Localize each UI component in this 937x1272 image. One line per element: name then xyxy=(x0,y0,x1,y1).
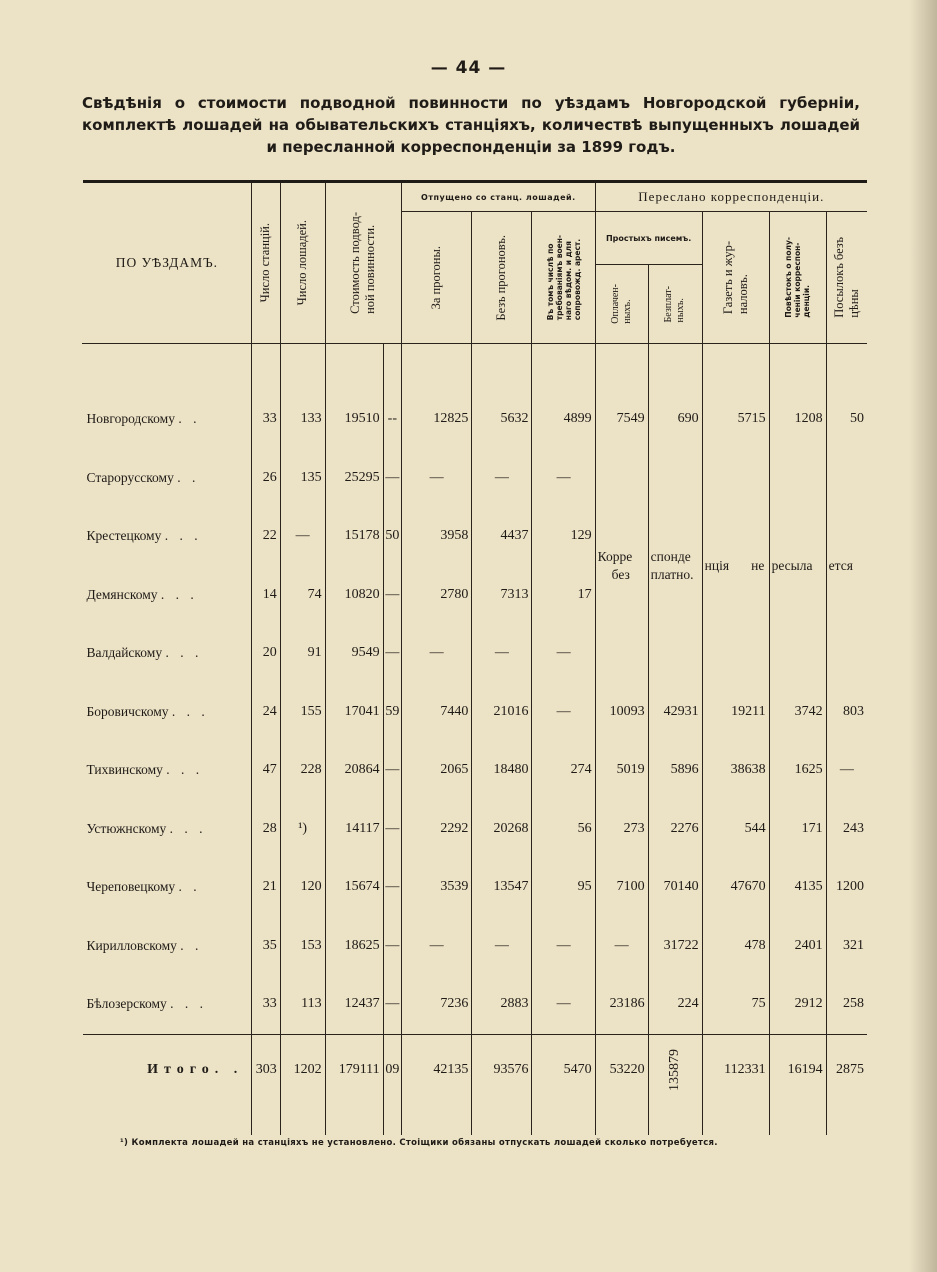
cell-kop: — xyxy=(383,741,401,800)
total-row xyxy=(83,1034,868,1105)
cell-horses: ¹) xyxy=(280,800,325,859)
district-name: Новгородскому . . xyxy=(86,411,201,427)
total-free: 135879 xyxy=(648,1034,702,1105)
cell-kop: 50 xyxy=(383,507,401,566)
cell-runs: 7236 xyxy=(402,975,472,1034)
cell-free: 70140 xyxy=(648,858,702,917)
cell-horses: 135 xyxy=(280,449,325,508)
cell-military: 4899 xyxy=(532,390,595,449)
total-military: 5470 xyxy=(532,1034,595,1105)
cell-runs: 3539 xyxy=(402,858,472,917)
cell-runs: 2065 xyxy=(402,741,472,800)
table-row xyxy=(83,390,868,449)
cell-military: 17 xyxy=(532,566,595,625)
district-name: Валдайскому . . . xyxy=(86,645,203,661)
cell-kop: — xyxy=(383,449,401,508)
district-name: Крестецкому . . . xyxy=(86,528,202,544)
cell-free: 5896 xyxy=(648,741,702,800)
district-name: Череповецкому . . xyxy=(86,879,201,895)
header-district: ПО УѢЗДАМЪ. xyxy=(83,182,252,344)
cell-noruns: 21016 xyxy=(472,683,532,742)
header-parcels: Посылокъ безъ цѣны xyxy=(826,212,867,344)
cell-noruns: 18480 xyxy=(472,741,532,800)
district-name: Тихвинскому . . . xyxy=(86,762,204,778)
table-row xyxy=(83,975,868,1034)
district-name: Кирилловскому . . xyxy=(86,937,203,953)
header-for-runs: За прогоны. xyxy=(402,212,472,344)
merged-note-notices: ресыла xyxy=(769,507,826,624)
cell-kop: — xyxy=(383,858,401,917)
cell-parcels: 50 xyxy=(826,390,867,449)
cell-noruns: 2883 xyxy=(472,975,532,1034)
header-horses: Число лошадей. xyxy=(280,182,325,344)
merged-note-cell xyxy=(769,449,826,508)
cell-stations: 21 xyxy=(252,858,281,917)
total-paid: 53220 xyxy=(595,1034,648,1105)
statistics-table-wrapper xyxy=(82,180,867,1135)
footnote: ¹) Комплекта лошадей на станціяхъ не установлено. Стоіщики обязаны отпускать лошадей сколько потребуется. xyxy=(120,1138,718,1148)
header-cost: Стоимость подвод- ной повинности. xyxy=(325,182,401,344)
merged-note-cell xyxy=(595,449,648,508)
cell-horses: 120 xyxy=(280,858,325,917)
cell-paid: 7549 xyxy=(595,390,648,449)
cell-cost: 12437 xyxy=(325,975,383,1034)
cell-notices: 2912 xyxy=(769,975,826,1034)
cell-stations: 33 xyxy=(252,390,281,449)
merged-note-free: спонде платно. xyxy=(648,507,702,624)
cell-stations: 14 xyxy=(252,566,281,625)
merged-note-cell xyxy=(826,449,867,508)
merged-note-cell xyxy=(595,624,648,683)
total-horses: 1202 xyxy=(280,1034,325,1105)
cell-paid: 10093 xyxy=(595,683,648,742)
cell-military: 274 xyxy=(532,741,595,800)
cell-military: — xyxy=(532,975,595,1034)
cell-notices: 4135 xyxy=(769,858,826,917)
cell-paid: — xyxy=(595,917,648,976)
table-row xyxy=(83,917,868,976)
header-paid: Оплачен- ныхъ. xyxy=(595,265,648,344)
total-notices: 16194 xyxy=(769,1034,826,1105)
cell-stations: 33 xyxy=(252,975,281,1034)
spacer-row xyxy=(83,344,868,390)
tail-row xyxy=(83,1105,868,1135)
cell-kop: -- xyxy=(383,390,401,449)
cell-stations: 20 xyxy=(252,624,281,683)
cell-military: — xyxy=(532,449,595,508)
cell-noruns: — xyxy=(472,449,532,508)
cell-stations: 22 xyxy=(252,507,281,566)
cell-newspapers: 38638 xyxy=(702,741,769,800)
merged-note-cell xyxy=(826,624,867,683)
cell-free: 2276 xyxy=(648,800,702,859)
table-row xyxy=(83,624,868,683)
cell-horses: — xyxy=(280,507,325,566)
cell-free: 690 xyxy=(648,390,702,449)
cell-noruns: 5632 xyxy=(472,390,532,449)
district-name: Устюжнскому . . . xyxy=(86,820,207,836)
cell-notices: 1625 xyxy=(769,741,826,800)
cell-noruns: — xyxy=(472,624,532,683)
cell-runs: — xyxy=(402,917,472,976)
total-cost: 179111 xyxy=(325,1034,383,1105)
cell-runs: 12825 xyxy=(402,390,472,449)
page-number: — 44 — xyxy=(430,58,507,78)
merged-note-cell xyxy=(648,449,702,508)
cell-noruns: — xyxy=(472,917,532,976)
cell-military: — xyxy=(532,683,595,742)
cell-military: 56 xyxy=(532,800,595,859)
cell-cost: 10820 xyxy=(325,566,383,625)
cell-horses: 155 xyxy=(280,683,325,742)
cell-noruns: 13547 xyxy=(472,858,532,917)
header-notices: Повѣстокъ о полу- ченіи корреспон- денціи. xyxy=(769,212,826,344)
total-noruns: 93576 xyxy=(472,1034,532,1105)
cell-military: 129 xyxy=(532,507,595,566)
district-name: Бѣлозерскому . . . xyxy=(86,996,208,1012)
cell-noruns: 20268 xyxy=(472,800,532,859)
cell-military: — xyxy=(532,917,595,976)
cell-parcels: 243 xyxy=(826,800,867,859)
cell-runs: 7440 xyxy=(402,683,472,742)
cell-parcels: 803 xyxy=(826,683,867,742)
cell-kop: — xyxy=(383,917,401,976)
merged-note-cell xyxy=(648,624,702,683)
cell-noruns: 4437 xyxy=(472,507,532,566)
total-runs: 42135 xyxy=(402,1034,472,1105)
merged-note-paid: Корре без xyxy=(595,507,648,624)
statistics-table xyxy=(82,180,867,1135)
cell-stations: 28 xyxy=(252,800,281,859)
merged-note-cell xyxy=(769,624,826,683)
cell-newspapers: 478 xyxy=(702,917,769,976)
cell-noruns: 7313 xyxy=(472,566,532,625)
cell-stations: 24 xyxy=(252,683,281,742)
cell-cost: 18625 xyxy=(325,917,383,976)
cell-kop: 59 xyxy=(383,683,401,742)
cell-runs: 2292 xyxy=(402,800,472,859)
cell-free: 31722 xyxy=(648,917,702,976)
cell-paid: 5019 xyxy=(595,741,648,800)
cell-horses: 153 xyxy=(280,917,325,976)
cell-kop: — xyxy=(383,800,401,859)
header-free: Безплат- ныхъ. xyxy=(648,265,702,344)
total-stations: 303 xyxy=(252,1034,281,1105)
cell-horses: 91 xyxy=(280,624,325,683)
cell-horses: 228 xyxy=(280,741,325,800)
cell-military: — xyxy=(532,624,595,683)
cell-paid: 7100 xyxy=(595,858,648,917)
district-name: Демянскому . . . xyxy=(86,586,198,602)
cell-notices: 3742 xyxy=(769,683,826,742)
cell-horses: 133 xyxy=(280,390,325,449)
cell-notices: 2401 xyxy=(769,917,826,976)
cell-runs: 2780 xyxy=(402,566,472,625)
total-kop: 09 xyxy=(383,1034,401,1105)
header-without-runs: Безъ прогоновъ. xyxy=(472,212,532,344)
cell-paid: 273 xyxy=(595,800,648,859)
header-released-group: Отпущено со станц. лошадей. xyxy=(402,182,596,212)
total-label: Итого. . xyxy=(83,1034,252,1105)
cell-cost: 17041 xyxy=(325,683,383,742)
table-title: Свѣдѣнія о стоимости подводной повинности по уѣздамъ Новгородской губерніи, комплектѣ лошадей на обывательскихъ станціяхъ, количествѣ выпущенныхъ лошадей и пересланной корреспонденціи за 1899 годъ. xyxy=(82,94,860,156)
cell-cost: 15178 xyxy=(325,507,383,566)
cell-cost: 15674 xyxy=(325,858,383,917)
cell-runs: — xyxy=(402,449,472,508)
cell-kop: — xyxy=(383,624,401,683)
merged-note-newspapers: нція не xyxy=(702,507,769,624)
cell-runs: 3958 xyxy=(402,507,472,566)
cell-newspapers: 544 xyxy=(702,800,769,859)
cell-parcels: 1200 xyxy=(826,858,867,917)
cell-parcels: 321 xyxy=(826,917,867,976)
header-correspondence-group: Переслано корреспонденціи. xyxy=(595,182,867,212)
page-edge-shadow xyxy=(909,0,937,1272)
cell-parcels: — xyxy=(826,741,867,800)
cell-newspapers: 5715 xyxy=(702,390,769,449)
cell-parcels: 258 xyxy=(826,975,867,1034)
cell-newspapers: 19211 xyxy=(702,683,769,742)
cell-military: 95 xyxy=(532,858,595,917)
header-simple-letters: Простыхъ писемъ. xyxy=(595,212,702,265)
cell-free: 224 xyxy=(648,975,702,1034)
merged-note-parcels: ется xyxy=(826,507,867,624)
total-newspapers: 112331 xyxy=(702,1034,769,1105)
cell-stations: 47 xyxy=(252,741,281,800)
table-row xyxy=(83,449,868,508)
table-row xyxy=(83,507,868,566)
cell-newspapers: 47670 xyxy=(702,858,769,917)
cell-cost: 20864 xyxy=(325,741,383,800)
district-name: Боровичскому . . . xyxy=(86,703,209,719)
cell-free: 42931 xyxy=(648,683,702,742)
district-name: Старорусскому . . xyxy=(86,469,200,485)
cell-cost: 19510 xyxy=(325,390,383,449)
cell-notices: 1208 xyxy=(769,390,826,449)
cell-horses: 113 xyxy=(280,975,325,1034)
cell-notices: 171 xyxy=(769,800,826,859)
cell-kop: — xyxy=(383,566,401,625)
merged-note-cell xyxy=(702,449,769,508)
header-military: Въ томъ числѣ по требованіямъ воен- наго вѣдом. и для сопровожд. арест. xyxy=(532,212,595,344)
cell-cost: 9549 xyxy=(325,624,383,683)
table-row xyxy=(83,741,868,800)
merged-note-cell xyxy=(702,624,769,683)
table-row xyxy=(83,858,868,917)
header-stations: Число станцій. xyxy=(252,182,281,344)
table-row xyxy=(83,683,868,742)
cell-stations: 26 xyxy=(252,449,281,508)
cell-newspapers: 75 xyxy=(702,975,769,1034)
cell-paid: 23186 xyxy=(595,975,648,1034)
cell-cost: 25295 xyxy=(325,449,383,508)
cell-cost: 14117 xyxy=(325,800,383,859)
total-parcels: 2875 xyxy=(826,1034,867,1105)
cell-horses: 74 xyxy=(280,566,325,625)
header-newspapers: Газетъ и жур- наловъ. xyxy=(702,212,769,344)
cell-kop: — xyxy=(383,975,401,1034)
cell-runs: — xyxy=(402,624,472,683)
table-row xyxy=(83,800,868,859)
cell-stations: 35 xyxy=(252,917,281,976)
